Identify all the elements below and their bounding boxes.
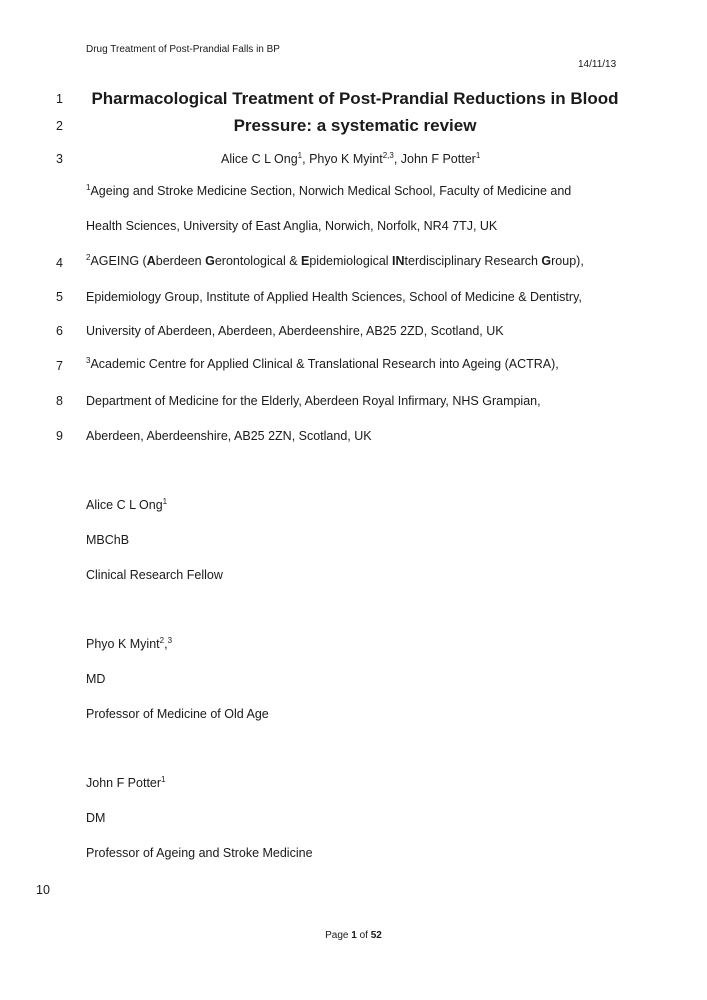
contributor-degree: MD bbox=[86, 672, 106, 686]
contributor-role: Professor of Ageing and Stroke Medicine bbox=[86, 846, 313, 860]
paper-title-line2: Pressure: a systematic review bbox=[233, 116, 477, 135]
page-footer bbox=[0, 930, 707, 941]
affiliation-marker: 1 bbox=[161, 774, 166, 784]
aff2-text: terdisciplinary Research bbox=[404, 254, 542, 268]
line-number: 8 bbox=[56, 394, 63, 408]
affiliation-1-line1 bbox=[86, 184, 571, 198]
aff2-text: roup), bbox=[551, 254, 584, 268]
total-pages: 52 bbox=[370, 930, 382, 941]
aff2-text: erontological & bbox=[214, 254, 302, 268]
affiliation-text: Ageing and Stroke Medicine Section, Norwich Medical School, Faculty of Medicine and bbox=[90, 184, 572, 198]
line-number: 6 bbox=[56, 324, 63, 338]
affiliation-marker: 1 bbox=[162, 496, 168, 506]
paper-title-line1: Pharmacological Treatment of Post-Prandial Reductions in Blood bbox=[91, 89, 619, 108]
affiliation-marker: 3 bbox=[167, 635, 173, 645]
contributor-degree: MBChB bbox=[86, 533, 130, 547]
affiliation-1-line2: Health Sciences, University of East Anglia, Norwich, Norfolk, NR4 7TJ, UK bbox=[86, 219, 498, 233]
acronym-letter: G bbox=[541, 254, 552, 268]
contributor-name-text: Phyo K Myint bbox=[86, 637, 160, 651]
contributor-degree: DM bbox=[86, 811, 106, 825]
contributor-role: Professor of Medicine of Old Age bbox=[86, 707, 269, 721]
affiliation-3-line2: Department of Medicine for the Elderly, Aberdeen Royal Infirmary, NHS Grampian, bbox=[86, 394, 541, 408]
affiliation-marker: 2,3 bbox=[382, 150, 394, 160]
footer-text: Page bbox=[325, 930, 352, 941]
line-number: 3 bbox=[56, 152, 63, 166]
contributor-name bbox=[86, 498, 167, 512]
contributor-name-text: John F Potter bbox=[86, 776, 162, 790]
affiliation-sep: , bbox=[164, 637, 168, 651]
acronym-letter: G bbox=[205, 254, 215, 268]
line-number: 10 bbox=[36, 883, 50, 897]
author-separator: , bbox=[393, 152, 401, 166]
acronym-letter: A bbox=[146, 254, 156, 268]
acronym-letter: E bbox=[301, 254, 310, 268]
running-header: Drug Treatment of Post-Prandial Falls in BP bbox=[86, 44, 280, 55]
contributor-name bbox=[86, 637, 172, 651]
line-number: 1 bbox=[56, 92, 63, 106]
affiliation-marker: 1 bbox=[297, 150, 303, 160]
aff2-text: berdeen bbox=[155, 254, 206, 268]
line-number: 9 bbox=[56, 429, 63, 443]
contributor-name bbox=[86, 776, 166, 790]
affiliation-2-line1 bbox=[86, 254, 584, 268]
page-number: 1 bbox=[351, 930, 357, 941]
author-name: John F Potter bbox=[400, 152, 476, 166]
affiliation-2-line3: University of Aberdeen, Aberdeen, Aberdeenshire, AB25 2ZD, Scotland, UK bbox=[86, 324, 504, 338]
author-separator: , bbox=[302, 152, 310, 166]
contributor-role: Clinical Research Fellow bbox=[86, 568, 223, 582]
affiliation-2-line2: Epidemiology Group, Institute of Applied Health Sciences, School of Medicine & Dentistry, bbox=[86, 290, 582, 304]
header-date: 14/11/13 bbox=[578, 59, 617, 70]
affiliation-marker: 1 bbox=[86, 182, 91, 192]
line-number: 4 bbox=[56, 256, 63, 270]
line-number: 5 bbox=[56, 290, 63, 304]
author-name: Alice C L Ong bbox=[221, 152, 298, 166]
affiliation-marker: 1 bbox=[475, 150, 481, 160]
affiliation-text: Academic Centre for Applied Clinical & Translational Research into Ageing (ACTRA), bbox=[90, 357, 559, 371]
author-list bbox=[221, 152, 480, 166]
aff2-text: pidemiological bbox=[309, 254, 393, 268]
contributor-name-text: Alice C L Ong bbox=[86, 498, 163, 512]
affiliation-marker: 2 bbox=[86, 252, 91, 262]
aff2-text: AGEING ( bbox=[90, 254, 147, 268]
line-number: 2 bbox=[56, 119, 63, 133]
affiliation-3-line1 bbox=[86, 357, 559, 371]
footer-text: of bbox=[356, 930, 371, 941]
line-number: 7 bbox=[56, 359, 63, 373]
affiliation-marker: 3 bbox=[86, 355, 91, 365]
affiliation-marker: 2 bbox=[159, 635, 165, 645]
acronym-letter: IN bbox=[392, 254, 405, 268]
author-name: Phyo K Myint bbox=[309, 152, 383, 166]
affiliation-3-line3: Aberdeen, Aberdeenshire, AB25 2ZN, Scotland, UK bbox=[86, 429, 372, 443]
